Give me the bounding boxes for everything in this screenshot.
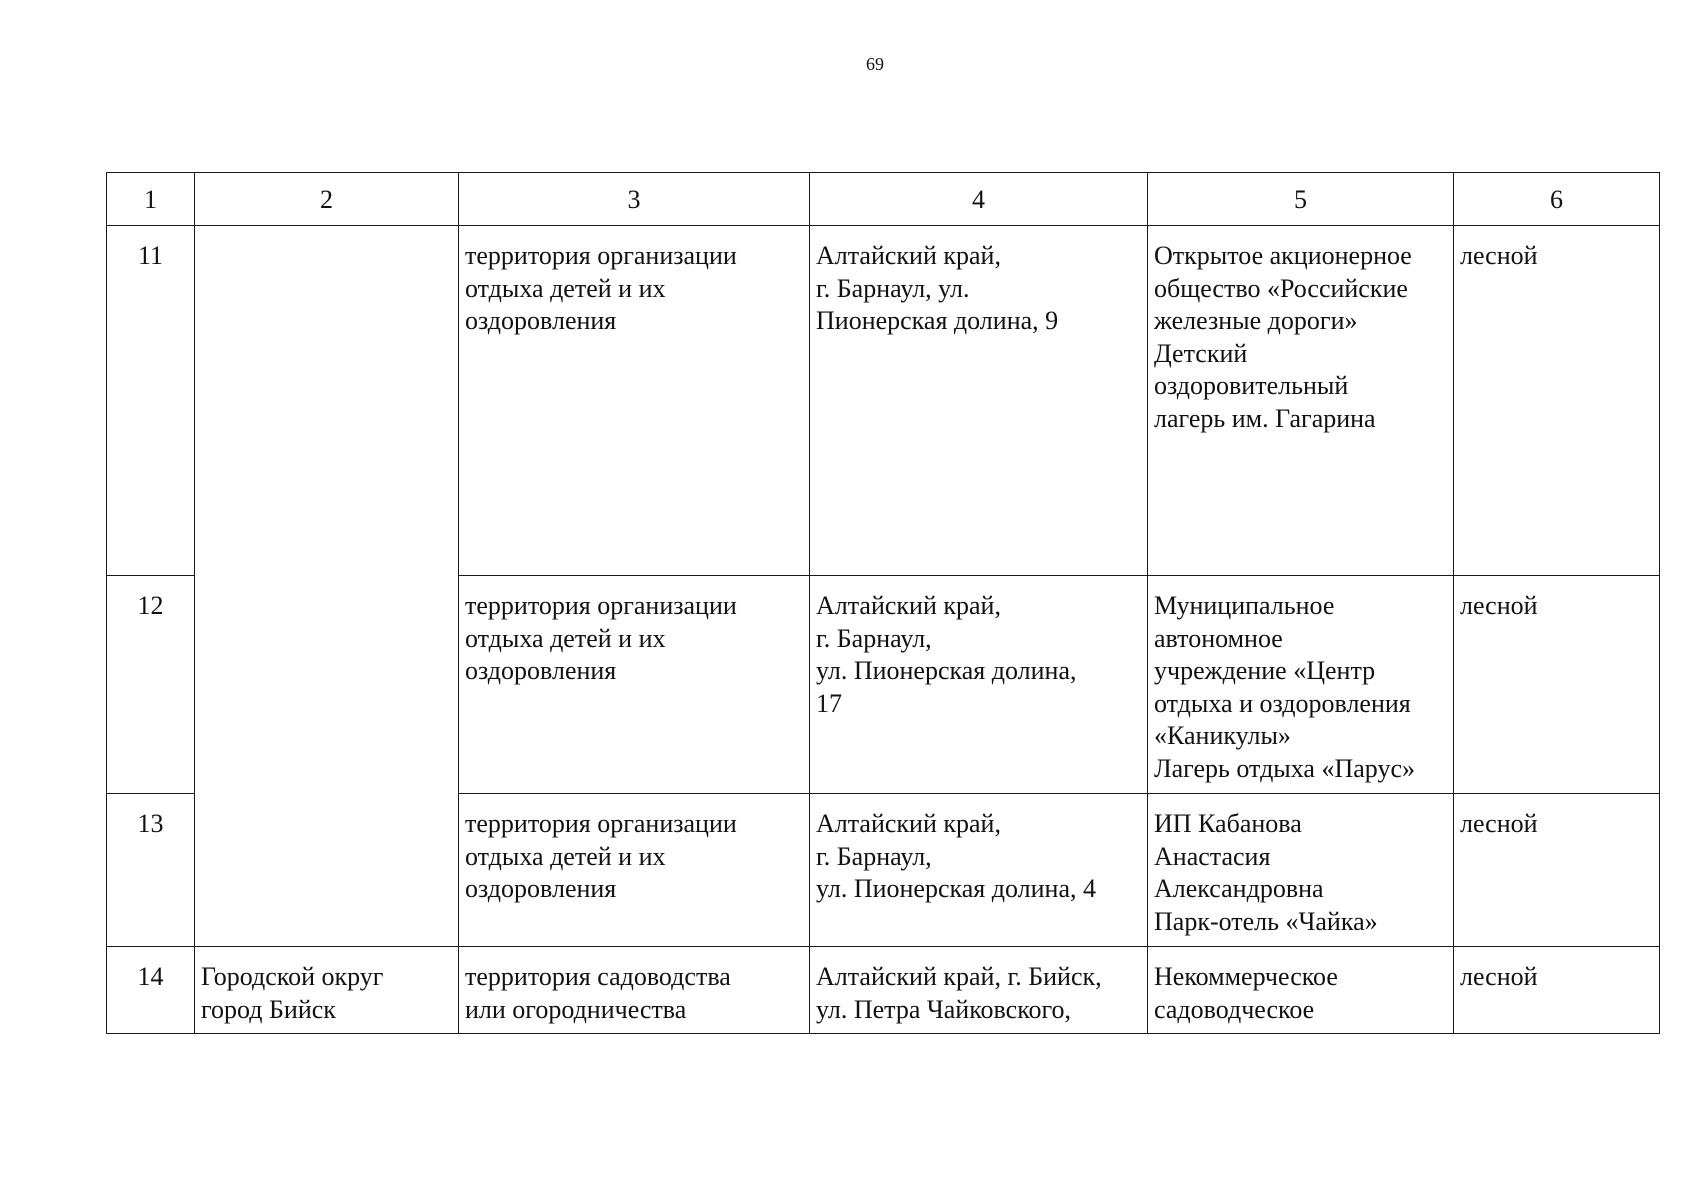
header-cell-2: 2 xyxy=(195,173,459,226)
category-line: оздоровления xyxy=(465,306,617,335)
category-line: территория организации xyxy=(465,809,737,838)
header-cell-1: 1 xyxy=(107,173,195,226)
table-row xyxy=(107,576,1660,794)
owner-line: ИП Кабанова xyxy=(1154,809,1302,838)
address-line: ул. Пионерская долина, xyxy=(816,656,1077,685)
category-line: или огородничества xyxy=(465,994,687,1024)
type-cell: лесной xyxy=(1454,226,1660,576)
address-line: ул. Пионерская долина, 4 xyxy=(816,874,1096,903)
owner-line: Лагерь отдыха «Парус» xyxy=(1154,753,1415,783)
address-line: Алтайский край, xyxy=(816,809,1001,838)
type-cell: лесной xyxy=(1454,576,1660,794)
header-cell-3: 3 xyxy=(459,173,810,226)
address-line: Алтайский край, xyxy=(816,241,1001,270)
address-line: Пионерская долина, 9 xyxy=(816,306,1059,335)
owner-line: Открытое акционерное xyxy=(1154,241,1412,270)
owner-cell xyxy=(1148,226,1454,576)
address-line: г. Барнаул, ул. xyxy=(816,273,970,303)
municipality-cell xyxy=(195,947,459,1034)
category-cell xyxy=(459,226,810,576)
type-cell: лесной xyxy=(1454,794,1660,947)
type-cell: лесной xyxy=(1454,947,1660,1034)
owner-line: Анастасия xyxy=(1154,841,1271,871)
address-cell xyxy=(810,226,1148,576)
owner-line: общество «Российские xyxy=(1154,273,1408,303)
table-row xyxy=(107,794,1660,947)
category-line: территория организации xyxy=(465,591,737,620)
address-line: г. Барнаул, xyxy=(816,841,932,871)
row-number-cell: 11 xyxy=(107,226,195,576)
row-number-cell: 13 xyxy=(107,794,195,947)
table-row xyxy=(107,226,1660,576)
address-line: 17 xyxy=(816,688,842,718)
owner-line: железные дороги» xyxy=(1154,306,1358,335)
owner-line: учреждение «Центр xyxy=(1154,656,1376,685)
header-cell-4: 4 xyxy=(810,173,1148,226)
municipality-cell xyxy=(195,794,459,947)
owner-cell xyxy=(1148,947,1454,1034)
owner-line: садоводческое xyxy=(1154,994,1315,1024)
header-cell-5: 5 xyxy=(1148,173,1454,226)
category-line: территория садоводства xyxy=(465,962,731,991)
owner-line: оздоровительный xyxy=(1154,371,1349,400)
address-line: Алтайский край, xyxy=(816,591,1001,620)
address-cell xyxy=(810,947,1148,1034)
owner-line: «Каникулы» xyxy=(1154,721,1291,750)
category-line: отдыха детей и их xyxy=(465,841,666,871)
owner-cell xyxy=(1148,794,1454,947)
owner-line: лагерь им. Гагарина xyxy=(1154,403,1376,433)
municipality-line: город Бийск xyxy=(201,994,336,1024)
owner-line: Муниципальное xyxy=(1154,591,1335,620)
owner-line: отдыха и оздоровления xyxy=(1154,688,1411,718)
owner-line: Александровна xyxy=(1154,874,1324,903)
category-line: оздоровления xyxy=(465,874,617,903)
register-table xyxy=(106,172,1660,1034)
category-cell xyxy=(459,794,810,947)
header-cell-6: 6 xyxy=(1454,173,1660,226)
owner-line: автономное xyxy=(1154,623,1283,653)
address-cell xyxy=(810,576,1148,794)
category-line: оздоровления xyxy=(465,656,617,685)
category-cell xyxy=(459,576,810,794)
owner-cell xyxy=(1148,576,1454,794)
page-number: 69 xyxy=(866,54,884,74)
category-line: территория организации xyxy=(465,241,737,270)
address-cell xyxy=(810,794,1148,947)
category-line: отдыха детей и их xyxy=(465,273,666,303)
municipality-cell xyxy=(195,226,459,576)
municipality-cell xyxy=(195,576,459,794)
category-line: отдыха детей и их xyxy=(465,623,666,653)
table-row xyxy=(107,947,1660,1034)
address-line: Алтайский край, г. Бийск, xyxy=(816,962,1102,991)
row-number-cell: 14 xyxy=(107,947,195,1034)
owner-line: Детский xyxy=(1154,338,1248,368)
municipality-line: Городской округ xyxy=(201,962,384,991)
owner-line: Некоммерческое xyxy=(1154,962,1338,991)
row-number-cell: 12 xyxy=(107,576,195,794)
category-cell xyxy=(459,947,810,1034)
owner-line: Парк-отель «Чайка» xyxy=(1154,906,1378,936)
address-line: г. Барнаул, xyxy=(816,623,932,653)
table-header-row xyxy=(107,173,1660,226)
address-line: ул. Петра Чайковского, xyxy=(816,994,1072,1024)
